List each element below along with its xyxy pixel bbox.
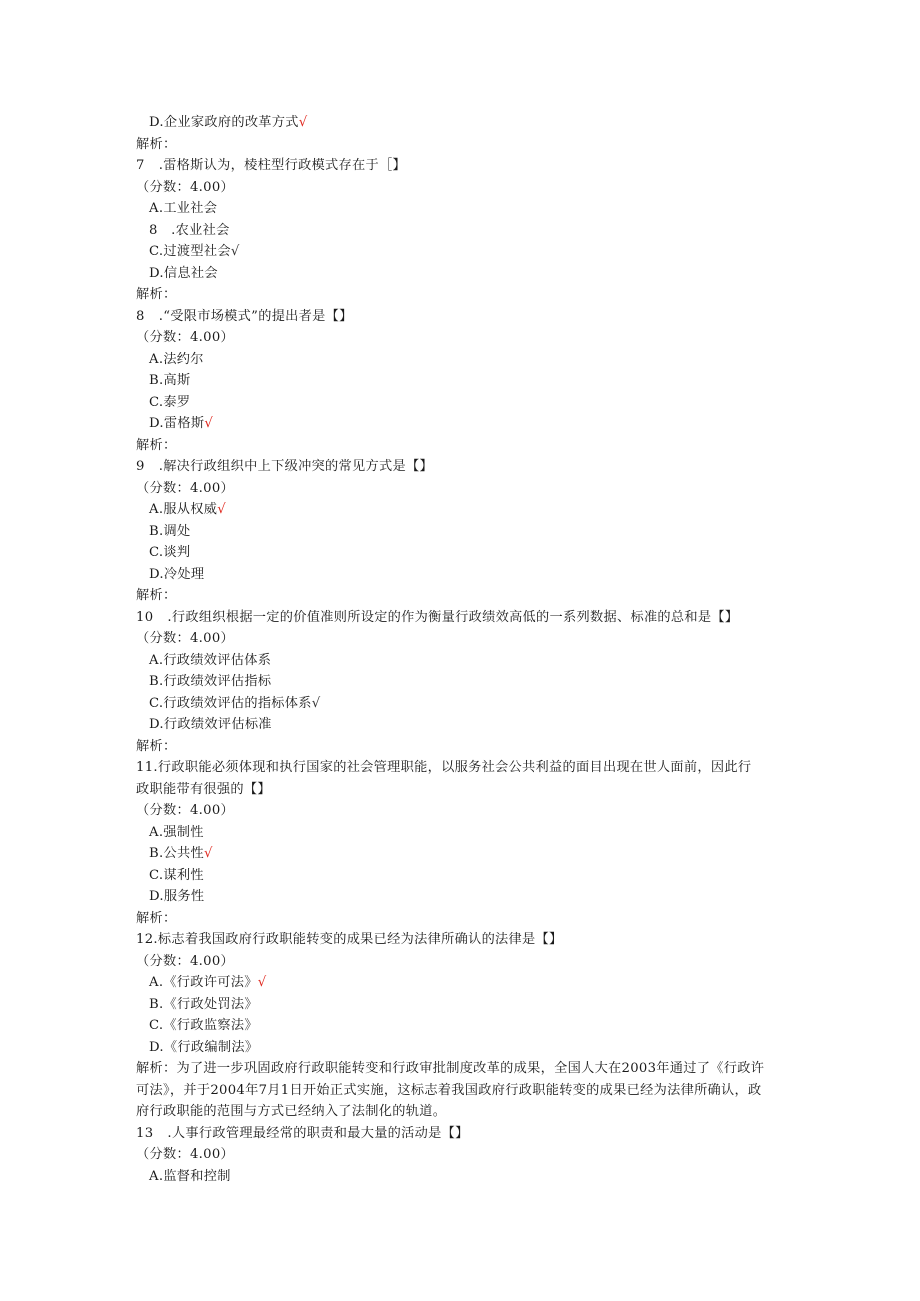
option-line xyxy=(0,822,920,844)
line-text: C.《行政监察法》 xyxy=(149,1018,258,1033)
analysis-line xyxy=(0,779,920,801)
line-text: A.工业社会 xyxy=(149,201,218,216)
correct-answer-check-icon: √ xyxy=(257,975,267,990)
score-line xyxy=(0,478,920,500)
line-text: A.行政绩效评估体系 xyxy=(149,652,272,668)
correct-answer-check-icon: √ xyxy=(311,695,321,711)
option-line xyxy=(0,370,920,392)
line-text: A.强制性 xyxy=(149,824,204,840)
correct-answer-check-icon: √ xyxy=(217,502,226,517)
line-text: .人事行政管理最经常的职责和最大量的活动是【】 xyxy=(167,1125,469,1141)
option-line xyxy=(0,542,920,564)
line-text: 解析： xyxy=(136,910,177,926)
line-text: A.监督和控制 xyxy=(149,1168,231,1184)
question-number: 9 xyxy=(136,459,145,474)
analysis-line xyxy=(0,435,920,457)
score-line xyxy=(0,951,920,973)
line-text: A.《行政许可法》 xyxy=(149,975,258,990)
question-number: 10 xyxy=(136,609,154,625)
analysis-line xyxy=(0,908,920,930)
option-line xyxy=(0,972,920,994)
score-line xyxy=(0,327,920,349)
question-line xyxy=(0,306,920,328)
line-text: D.冷处理 xyxy=(149,566,205,582)
line-text: .行政组织根据一定的价值准则所设定的作为衡量行政绩效高低的一系列数据、标准的总和是【】 xyxy=(167,609,739,625)
line-text: A.服从权威 xyxy=(149,502,218,517)
line-text: D.《行政编制法》 xyxy=(149,1039,259,1055)
question-number: 8 xyxy=(136,308,145,324)
document-page xyxy=(0,112,920,1187)
correct-answer-check-icon: √ xyxy=(230,244,240,259)
score-line xyxy=(0,177,920,199)
option-line xyxy=(0,413,920,435)
line-text: C.过渡型社会 xyxy=(149,244,231,259)
line-text: 8 .农业社会 xyxy=(149,222,230,238)
line-text: D.企业家政府的改革方式 xyxy=(149,115,299,130)
option-line xyxy=(0,220,920,242)
analysis-line xyxy=(0,1080,920,1102)
line-text: 解析： xyxy=(136,287,177,302)
line-text: 解析： xyxy=(136,437,177,453)
line-text: D.信息社会 xyxy=(149,265,218,281)
question-number: 7 xyxy=(136,158,145,173)
line-text: B.调处 xyxy=(149,523,191,539)
line-text: .雷格斯认为，棱柱型行政模式存在于［】 xyxy=(158,158,406,173)
analysis-line xyxy=(0,1101,920,1123)
analysis-line xyxy=(0,757,920,779)
question-line xyxy=(0,155,920,177)
line-text: 解析：为了进一步巩固政府行政职能转变和行政审批制度改革的成果，全国人大在2003年通过了《行政许 xyxy=(136,1061,765,1076)
line-text: 解析： xyxy=(136,738,177,754)
line-text: 解析： xyxy=(136,136,177,152)
analysis-line xyxy=(0,585,920,607)
line-text: 解析： xyxy=(136,588,177,603)
line-text: B.高斯 xyxy=(149,373,191,388)
option-line xyxy=(0,886,920,908)
line-text: B.行政绩效评估指标 xyxy=(149,674,272,689)
option-line xyxy=(0,392,920,414)
option-line xyxy=(0,994,920,1016)
option-line xyxy=(0,241,920,263)
line-text: 11.行政职能必须体现和执行国家的社会管理职能，以服务社会公共利益的面目出现在世人面前，因此行 xyxy=(136,760,752,775)
analysis-line xyxy=(0,134,920,156)
option-line xyxy=(0,521,920,543)
option-line xyxy=(0,671,920,693)
analysis-line xyxy=(0,929,920,951)
line-text: （分数：4.00） xyxy=(136,803,234,818)
line-text: 可法》，并于2004年7月1日开始正式实施，这标志着我国政府行政职能转变的成果已经为法律所确认，政 xyxy=(136,1082,762,1098)
line-text: .“受限市场模式”的提出者是【】 xyxy=(158,308,353,324)
line-text: （分数：4.00） xyxy=(136,1147,234,1162)
option-line xyxy=(0,865,920,887)
option-line xyxy=(0,349,920,371)
line-text: 府行政职能的范围与方式已经纳入了法制化的轨道。 xyxy=(136,1104,447,1119)
option-line xyxy=(0,1015,920,1037)
question-line xyxy=(0,1123,920,1145)
correct-answer-check-icon: √ xyxy=(298,115,308,130)
line-text: D.雷格斯 xyxy=(149,416,205,431)
analysis-line xyxy=(0,284,920,306)
score-line xyxy=(0,628,920,650)
analysis-line xyxy=(0,1058,920,1080)
line-text: C.谈判 xyxy=(149,545,191,560)
line-text: C.行政绩效评估的指标体系 xyxy=(149,695,312,711)
line-text: B.《行政处罚法》 xyxy=(149,996,258,1012)
option-line xyxy=(0,714,920,736)
score-line xyxy=(0,1144,920,1166)
correct-answer-check-icon: √ xyxy=(204,416,214,431)
option-line xyxy=(0,693,920,715)
line-text: （分数：4.00） xyxy=(136,179,234,195)
line-text: D.服务性 xyxy=(149,889,205,904)
option-line xyxy=(0,1037,920,1059)
line-text: 12.标志着我国政府行政职能转变的成果已经为法律所确认的法律是【】 xyxy=(136,932,563,947)
line-text: B.公共性 xyxy=(149,846,204,861)
correct-answer-check-icon: √ xyxy=(203,846,213,861)
option-line xyxy=(0,843,920,865)
line-text: .解决行政组织中上下级冲突的常见方式是【】 xyxy=(158,459,433,474)
option-line xyxy=(0,1166,920,1188)
line-text: D.行政绩效评估标准 xyxy=(149,717,272,732)
line-text: （分数：4.00） xyxy=(136,480,234,496)
question-line xyxy=(0,456,920,478)
line-text: C.泰罗 xyxy=(149,394,191,410)
line-text: C.谋利性 xyxy=(149,867,204,883)
option-line xyxy=(0,263,920,285)
option-line xyxy=(0,499,920,521)
option-line xyxy=(0,112,920,134)
line-text: （分数：4.00） xyxy=(136,330,234,345)
option-line xyxy=(0,564,920,586)
score-line xyxy=(0,800,920,822)
question-line xyxy=(0,607,920,629)
question-number: 13 xyxy=(136,1125,154,1141)
analysis-line xyxy=(0,736,920,758)
line-text: 政职能带有很强的【】 xyxy=(136,781,271,797)
option-line xyxy=(0,650,920,672)
line-text: （分数：4.00） xyxy=(136,953,234,969)
line-text: （分数：4.00） xyxy=(136,631,234,646)
line-text: A.法约尔 xyxy=(149,351,204,367)
option-line xyxy=(0,198,920,220)
